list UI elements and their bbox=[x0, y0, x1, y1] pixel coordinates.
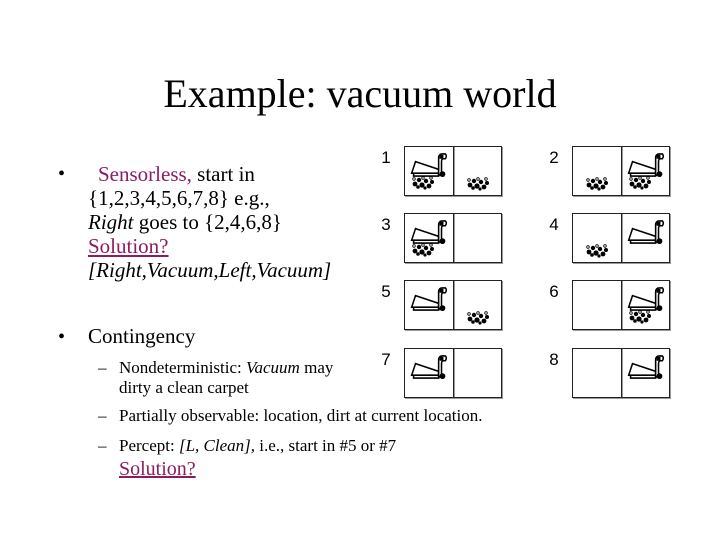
left-square bbox=[404, 146, 454, 196]
left-square bbox=[404, 213, 454, 263]
right-square bbox=[454, 146, 503, 196]
bullet-marker-2: • bbox=[58, 326, 66, 348]
right-square bbox=[622, 280, 671, 330]
left-square bbox=[572, 348, 622, 398]
right-square bbox=[622, 146, 671, 196]
sensorless-rest: start in bbox=[191, 162, 255, 186]
state-number: 7 bbox=[381, 350, 391, 369]
left-square bbox=[404, 348, 454, 398]
state-diagram bbox=[404, 280, 502, 328]
state-diagram bbox=[572, 348, 670, 396]
dash-2: – bbox=[98, 406, 107, 425]
dirt-icon bbox=[466, 177, 490, 191]
state-number: 2 bbox=[549, 148, 559, 167]
slide-title: Example: vacuum world bbox=[163, 71, 557, 116]
vacuum-icon bbox=[626, 286, 666, 312]
left-square bbox=[572, 146, 622, 196]
nondet-line2: dirty a clean carpet bbox=[119, 378, 249, 397]
right-square bbox=[454, 348, 503, 398]
initial-belief-set: {1,2,3,4,5,6,7,8} e.g., bbox=[88, 186, 270, 210]
dirt-icon bbox=[466, 311, 490, 325]
state-number: 5 bbox=[381, 282, 391, 301]
dirt-icon bbox=[411, 176, 435, 190]
right-square bbox=[454, 213, 503, 263]
percept-rest: i.e., start in #5 or #7 bbox=[255, 436, 397, 455]
dirt-icon bbox=[411, 243, 435, 257]
dirt-icon bbox=[628, 310, 652, 324]
goes-to-text: goes to {2,4,6,8} bbox=[133, 210, 282, 234]
solution-link-2[interactable]: Solution? bbox=[119, 458, 196, 480]
state-number: 1 bbox=[381, 148, 391, 167]
contingency-heading: Contingency bbox=[88, 324, 196, 348]
dash-3: – bbox=[98, 436, 107, 455]
nondet-may: may bbox=[299, 358, 334, 377]
state-number: 8 bbox=[549, 350, 559, 369]
left-square bbox=[572, 280, 622, 330]
nondeterministic-item bbox=[119, 358, 333, 398]
vacuum-icon bbox=[409, 152, 449, 178]
solution-link-1[interactable]: Solution? bbox=[88, 234, 169, 258]
percept-value: [L, Clean], bbox=[178, 436, 255, 455]
state-number: 3 bbox=[381, 215, 391, 234]
vacuum-icon bbox=[626, 354, 666, 380]
sensorless-plan: [Right,Vacuum,Left,Vacuum] bbox=[88, 258, 332, 282]
state-diagram bbox=[572, 146, 670, 194]
left-square bbox=[572, 213, 622, 263]
state-number: 4 bbox=[549, 215, 559, 234]
right-action: Right bbox=[88, 210, 134, 234]
state-diagram bbox=[404, 146, 502, 194]
dirt-icon bbox=[628, 176, 652, 190]
state-number: 6 bbox=[549, 282, 559, 301]
bullet-marker: • bbox=[58, 163, 66, 185]
left-square bbox=[404, 280, 454, 330]
sensorless-text bbox=[88, 162, 331, 282]
state-diagram bbox=[404, 348, 502, 396]
state-diagram bbox=[572, 280, 670, 328]
percept-item bbox=[119, 436, 396, 456]
right-square bbox=[622, 348, 671, 398]
right-square bbox=[454, 280, 503, 330]
nondet-label: Nondeterministic: bbox=[119, 358, 247, 377]
vacuum-action: Vacuum bbox=[246, 358, 300, 377]
partially-observable-item: Partially observable: location, dirt at current location. bbox=[119, 406, 483, 425]
vacuum-icon bbox=[626, 152, 666, 178]
state-diagram bbox=[404, 213, 502, 261]
percept-label: Percept: bbox=[119, 436, 179, 455]
right-square bbox=[622, 213, 671, 263]
dirt-icon bbox=[585, 177, 609, 191]
dirt-icon bbox=[585, 244, 609, 258]
vacuum-icon bbox=[409, 354, 449, 380]
vacuum-icon bbox=[409, 286, 449, 312]
vacuum-icon bbox=[626, 219, 666, 245]
dash-1: – bbox=[98, 358, 107, 377]
state-diagram bbox=[572, 213, 670, 261]
vacuum-icon bbox=[409, 219, 449, 245]
sensorless-term: Sensorless, bbox=[98, 162, 192, 186]
